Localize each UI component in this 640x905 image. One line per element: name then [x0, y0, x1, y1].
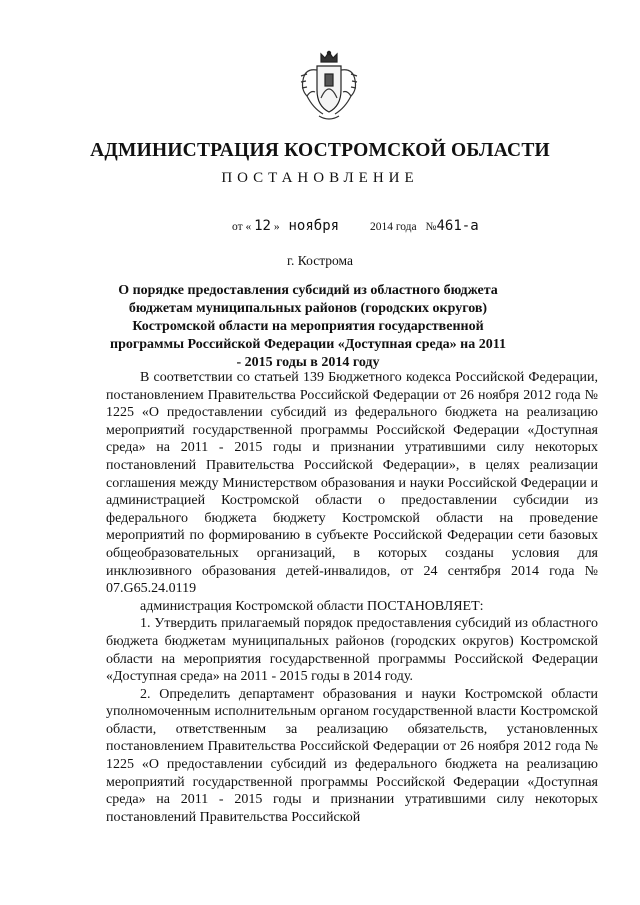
date-day: 12: [254, 218, 271, 234]
paragraph-item-1: 1. Утвердить прилагаемый порядок предоставления субсидий из областного бюджета бюджетам муниципальных районов (городских округов) Костромской области на мероприятия государственной программы Российской Федерации «Доступная среда» на 2011 - 2015 годы в 2014 году.: [106, 616, 598, 685]
paragraph-preamble: В соответствии со статьей 139 Бюджетного кодекса Российской Федерации, постановлением Правительства Российской Федерации от 26 ноября 2012 года № 1225 «О предоставлении субсидий из федерального бюджета на реализацию мероприятий государственной программы Российской Федерации «Доступная среда» на 2011 - 2015 годы и признании утратившими силу некоторых постановлений Правительства Российской Федерации», в целях реализации соглашения между Министерством образования и науки Российской Федерации и администрацией Костромской области о предоставлении субсидии из федерального бюджета бюджету Костромской области на проведение мероприятий по формированию в субъекте Российской Федерации сети базовых общеобразовательных организаций, в которых созданы условия для инклюзивного образования детей-инвалидов, от 24 сентября 2014 года № 07.G65.24.0119: [106, 370, 598, 597]
date-prefix: от «: [232, 221, 252, 233]
date-separator: »: [273, 221, 280, 233]
city-label: г. Кострома: [287, 253, 353, 268]
paragraph-item-2: 2. Определить департамент образования и науки Костромской области уполномоченным исполнительным органом государственной власти Костромской области, ответственным за реализацию обязательств, установленных постановлением Правительства Российской Федерации от 26 ноября 2012 года № 1225 «О предоставлении субсидий из федерального бюджета на реализацию мероприятий государственной программы Российской Федерации «Доступная среда» на 2011 - 2015 годы и признании утратившими силу некоторых постановлений Правительства Российской: [106, 686, 598, 825]
date-month: ноября: [288, 218, 340, 234]
document-type: ПОСТАНОВЛЕНИЕ: [221, 170, 419, 186]
page-title: АДМИНИСТРАЦИЯ КОСТРОМСКОЙ ОБЛАСТИ: [90, 140, 550, 161]
coat-of-arms-emblem: [297, 50, 361, 124]
document-body: [106, 369, 598, 826]
paragraph-resolves: администрация Костромской области ПОСТАНОВЛЯЕТ:: [140, 598, 484, 614]
number-prefix: №: [425, 221, 437, 233]
document-number: 461-а: [436, 218, 479, 234]
date-line: [232, 218, 479, 234]
document-heading: О порядке предоставления субсидий из областного бюджета бюджетам муниципальных районов (городских округов) Костромской области на мероприятия государственной программы Российской Федерации «Доступная среда» на 2011 - 2015 годы в 2014 году: [110, 283, 506, 370]
date-year: 2014 года: [369, 221, 417, 233]
